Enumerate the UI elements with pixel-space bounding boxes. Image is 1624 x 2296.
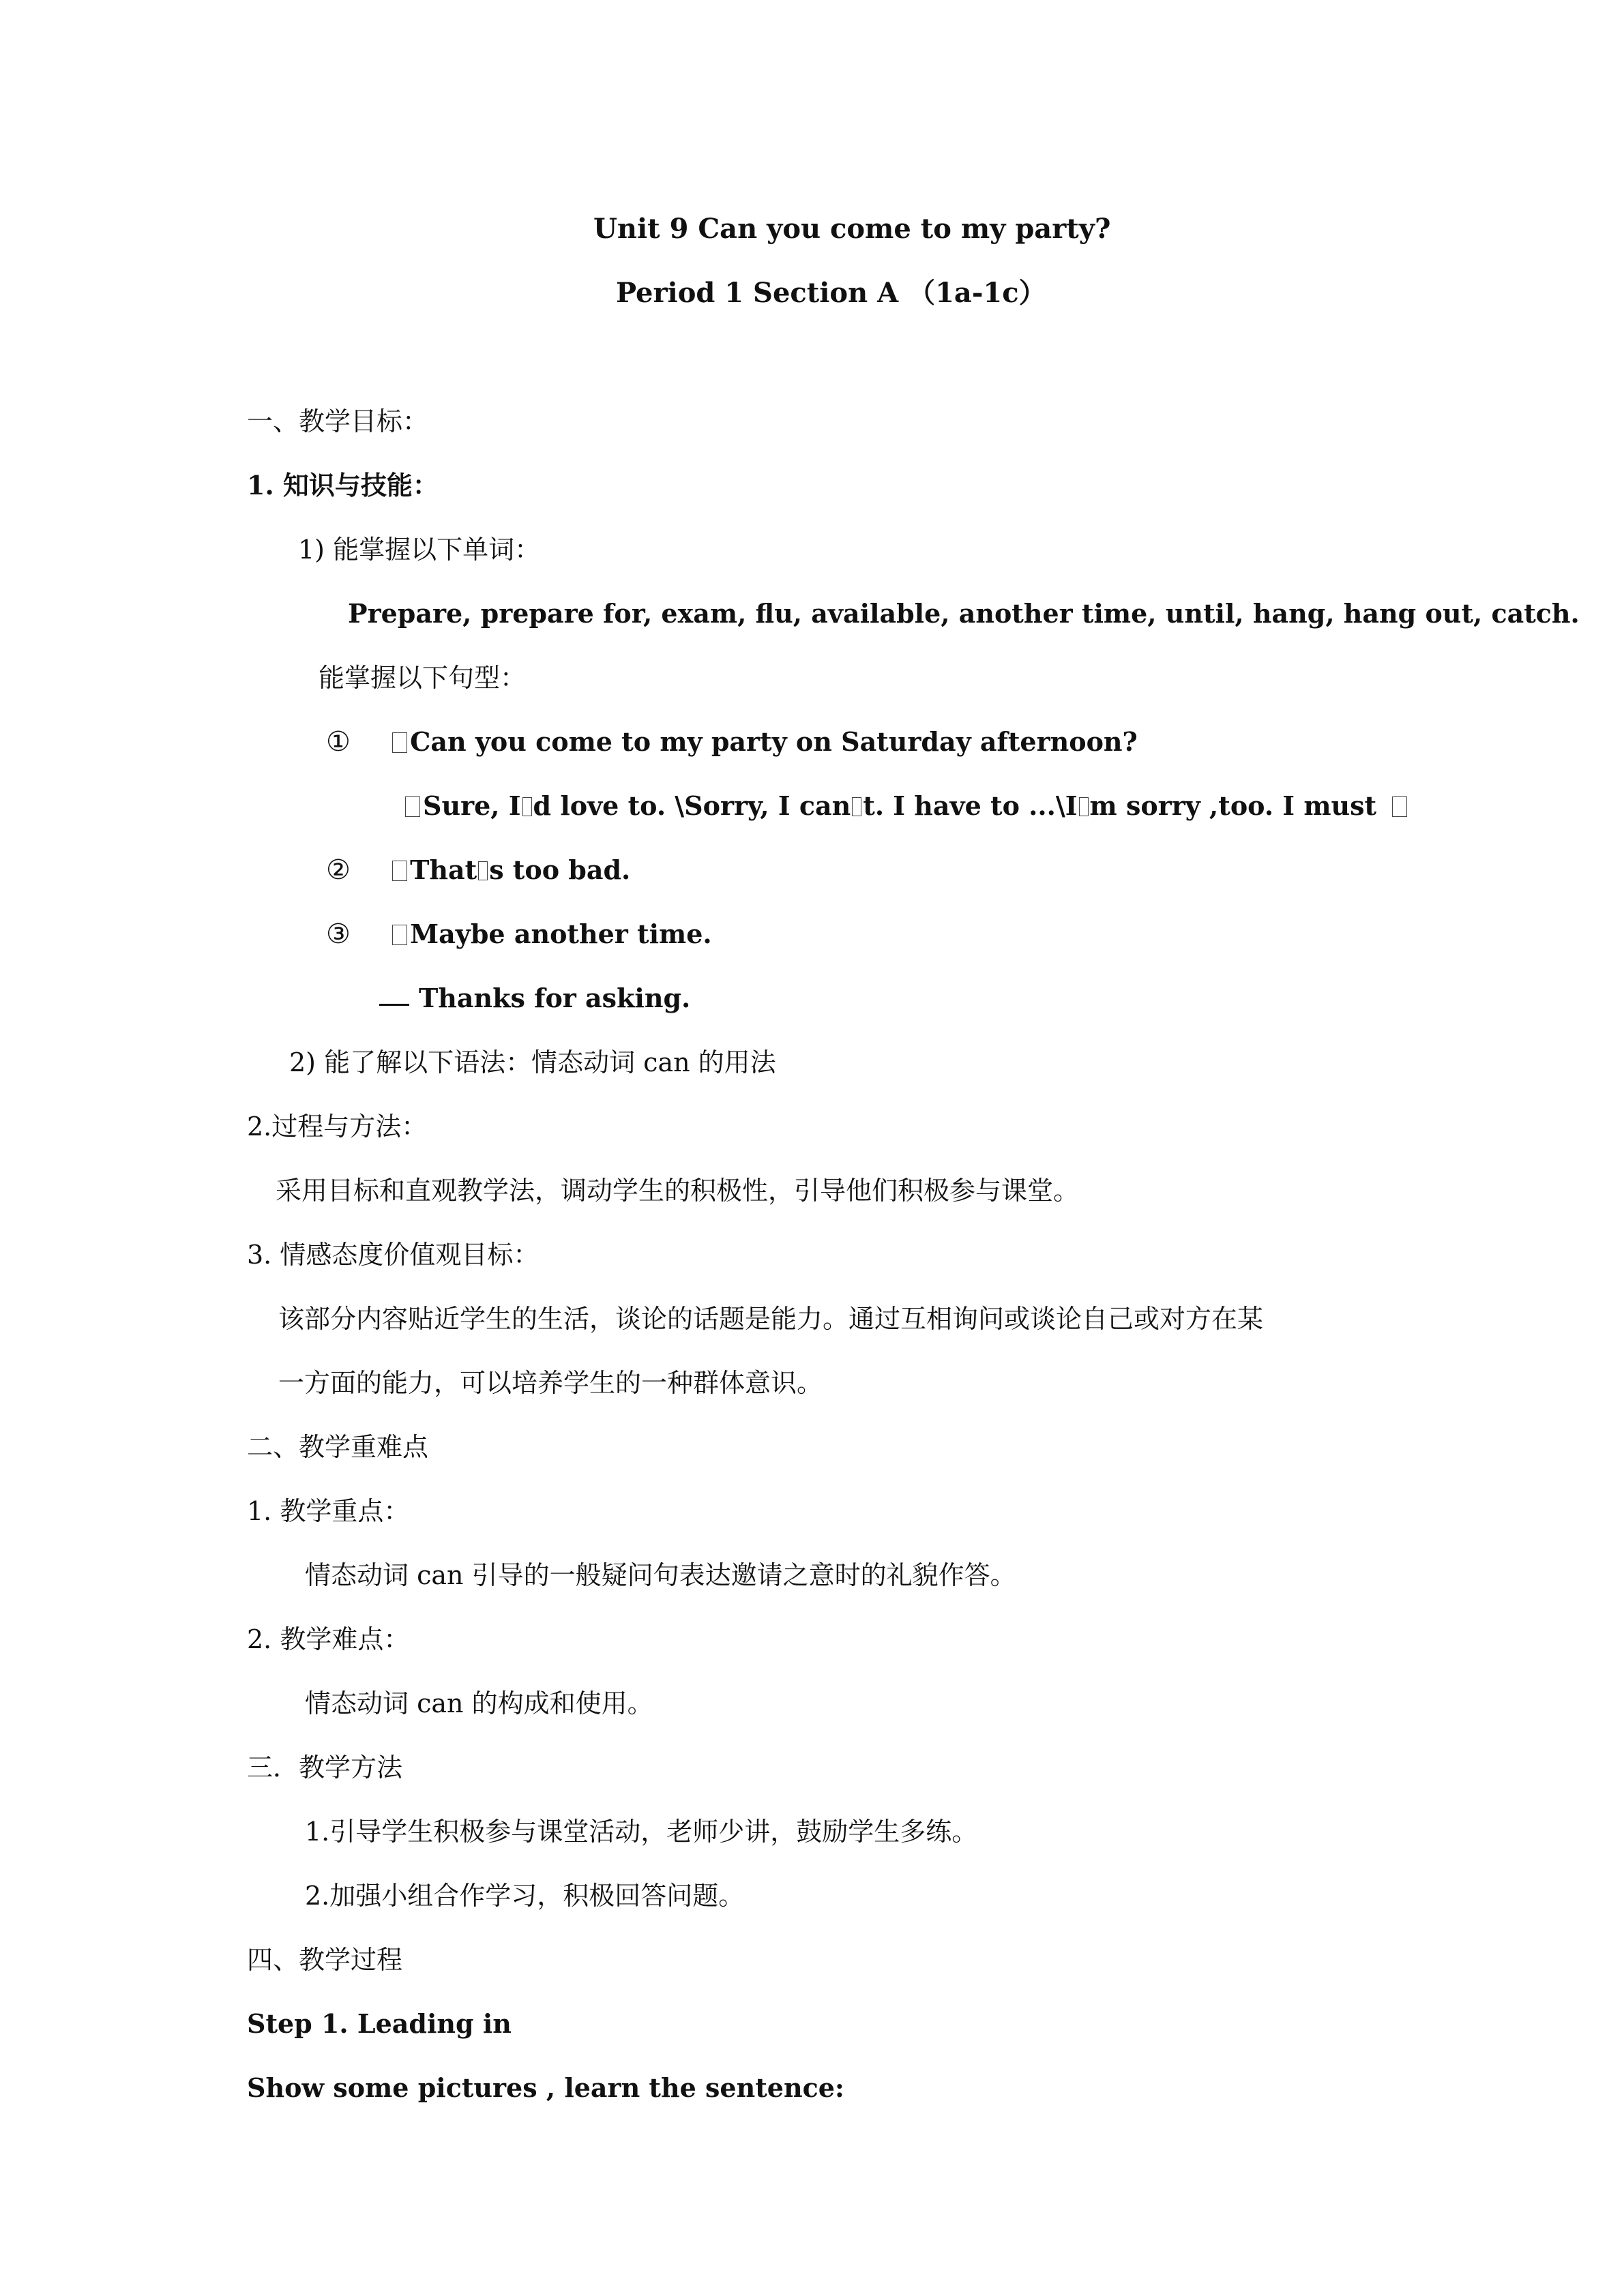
sentence-3-text: Maybe another time. — [410, 919, 712, 949]
page-subtitle: Period 1 Section A （1a-1c） — [616, 277, 1046, 309]
difficult-point-text: 情态动词 can 的构成和使用。 — [305, 1688, 653, 1718]
sentence-patterns-heading: 能掌握以下句型： — [319, 663, 527, 693]
objective-emotion-text-2: 一方面的能力，可以培养学生的一种群体意识。 — [278, 1368, 823, 1398]
sentence-3-reply-text: Thanks for asking. — [419, 983, 691, 1013]
step-1-text: Show some pictures , learn the sentence: — [247, 2072, 844, 2103]
missing-glyph-box — [1079, 797, 1089, 816]
sentence-2-part-a: That — [410, 854, 477, 885]
missing-glyph-box — [392, 925, 407, 945]
missing-glyph-box — [392, 732, 407, 753]
missing-glyph-box — [852, 797, 861, 816]
reply-part-a: Sure, I — [423, 790, 521, 821]
dash-mark — [379, 1004, 409, 1006]
sentence-2 — [326, 854, 630, 886]
sentence-3 — [326, 918, 712, 951]
vocab-label: 1) 能掌握以下单词： — [298, 535, 541, 565]
section-methods-heading: 三．教学方法 — [247, 1753, 403, 1783]
sentence-2-part-b: s too bad. — [489, 854, 631, 885]
objective-process-text: 采用目标和直观教学法，调动学生的积极性，引导他们积极参与课堂。 — [276, 1176, 1080, 1206]
objective-emotion-text-1: 该部分内容贴近学生的生活，谈论的话题是能力。通过互相询问或谈论自己或对方在某 — [278, 1304, 1264, 1334]
difficult-point-heading: 2. 教学难点： — [247, 1624, 410, 1654]
objective-knowledge-label: 1. 知识与技能： — [247, 470, 439, 501]
section-key-points-heading: 二、教学重难点 — [247, 1432, 429, 1462]
missing-glyph-box — [522, 797, 532, 816]
section-objectives-heading: 一、教学目标： — [247, 406, 429, 436]
key-point-text: 情态动词 can 引导的一般疑问句表达邀请之意时的礼貌作答。 — [305, 1560, 1016, 1590]
sentence-1 — [326, 726, 1138, 758]
missing-glyph-box — [1392, 796, 1407, 817]
grammar-text: 2) 能了解以下语法：情态动词 can 的用法 — [289, 1047, 776, 1077]
sentence-1-replies — [405, 790, 1410, 822]
missing-glyph-box — [405, 796, 420, 817]
objective-knowledge-heading — [247, 469, 439, 502]
vocab-list: Prepare, prepare for, exam, flu, available, another time, until, hang, hang out, catch. — [348, 598, 1580, 629]
step-1-heading: Step 1. Leading in — [247, 2008, 512, 2039]
objective-emotion-heading: 3. 情感态度价值观目标： — [247, 1240, 540, 1270]
circled-number-1: ① — [326, 726, 351, 758]
sentence-1-text: Can you come to my party on Saturday afternoon? — [410, 726, 1138, 757]
sentence-3-reply — [379, 982, 690, 1015]
section-process-heading: 四、教学过程 — [247, 1945, 403, 1975]
page-title: Unit 9 Can you come to my party? — [593, 213, 1111, 245]
key-point-heading: 1. 教学重点： — [247, 1496, 410, 1526]
reply-part-c: t. I have to ...\I — [863, 790, 1078, 821]
vocab-heading — [298, 533, 540, 566]
method-2: 2.加强小组合作学习，积极回答问题。 — [305, 1881, 745, 1911]
method-1: 1.引导学生积极参与课堂活动，老师少讲，鼓励学生多练。 — [305, 1817, 978, 1847]
circled-number-2: ② — [326, 854, 351, 886]
objective-process-heading: 2.过程与方法： — [247, 1112, 428, 1142]
reply-part-d: m sorry ,too. I must — [1089, 790, 1377, 821]
reply-part-b: d love to. \Sorry, I can — [533, 790, 851, 821]
missing-glyph-box — [392, 861, 407, 881]
circled-number-3: ③ — [326, 919, 351, 950]
missing-glyph-box — [478, 861, 488, 880]
grammar-line — [289, 1046, 776, 1079]
